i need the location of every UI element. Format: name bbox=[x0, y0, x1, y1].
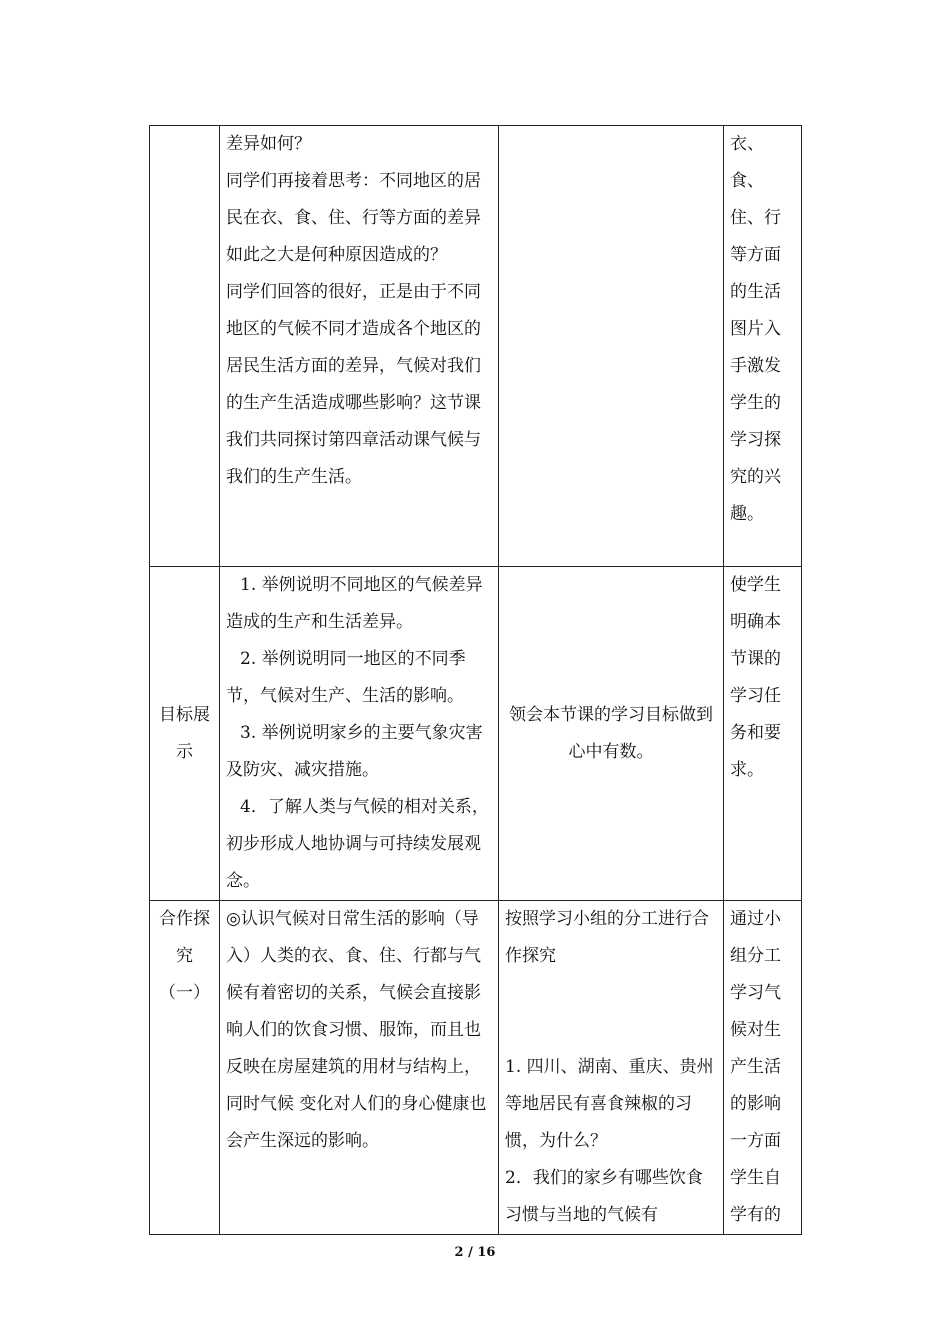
design-intent-cell: 通过小组分工学习气候对生产生活的影响一方面学生自学有的 bbox=[724, 901, 802, 1235]
design-intent-cell: 使学生明确本节课的学习任务和要求。 bbox=[724, 567, 802, 901]
teacher-text: 同学们回答的很好，正是由于不同地区的气候不同才造成各个地区的居民生活方面的差异，气候对我们的生产生活造成哪些影响？这节课我们共同探讨第四章活动课气候与我们的生产生活。 bbox=[226, 282, 481, 487]
stage-label-cell: 目标展示 bbox=[150, 567, 220, 901]
teacher-text: 同学们再接着思考：不同地区的居民在衣、食、住、行等方面的差异如此之大是何种原因造成的？ bbox=[226, 171, 481, 265]
student-text: 按照学习小组的分工进行合作探究 bbox=[505, 909, 709, 966]
objective-text: 3. 举例说明家乡的主要气象灾害及防灾、减灾措施。 bbox=[226, 723, 483, 780]
stage-label-cell: 合作探究（一） bbox=[150, 901, 220, 1235]
table-row bbox=[150, 567, 802, 901]
table-row bbox=[150, 901, 802, 1235]
table-row bbox=[150, 126, 802, 567]
student-activity-cell bbox=[499, 901, 724, 1235]
teacher-activity-cell bbox=[220, 126, 499, 567]
lesson-plan-table bbox=[149, 125, 802, 1235]
teacher-activity-cell bbox=[220, 901, 499, 1235]
teacher-text: ◎认识气候对日常生活的影响（导入）人类的衣、食、住、行都与气候有着密切的关系，气候会直接影响人们的饮食习惯、服饰，而且也反映在房屋建筑的用材与结构上，同时气候 变化对人们的身心健康也会产生深远的影响。 bbox=[226, 909, 487, 1151]
student-text: 1. 四川、湖南、重庆、贵州等地居民有喜食辣椒的习惯，为什么？ bbox=[505, 1057, 714, 1151]
spacer bbox=[505, 975, 717, 1049]
student-activity-cell: 领会本节课的学习目标做到心中有数。 bbox=[499, 567, 724, 901]
stage-label-cell bbox=[150, 126, 220, 567]
student-text: 2．我们的家乡有哪些饮食习惯与当地的气候有 bbox=[505, 1168, 703, 1225]
teacher-activity-cell bbox=[220, 567, 499, 901]
teacher-text: 差异如何？ bbox=[226, 134, 311, 154]
objective-text: 2. 举例说明同一地区的不同季节，气候对生产、生活的影响。 bbox=[226, 649, 466, 706]
student-activity-cell bbox=[499, 126, 724, 567]
design-intent-cell: 衣、食、住、行等方面的生活图片入手激发学生的学习探究的兴趣。 bbox=[724, 126, 802, 567]
page-number: 2 / 16 bbox=[454, 1245, 496, 1260]
objective-text: 4．了解人类与气候的相对关系，初步形成人地协调与可持续发展观念。 bbox=[226, 797, 489, 891]
objective-text: 1. 举例说明不同地区的气候差异造成的生产和生活差异。 bbox=[226, 575, 483, 632]
